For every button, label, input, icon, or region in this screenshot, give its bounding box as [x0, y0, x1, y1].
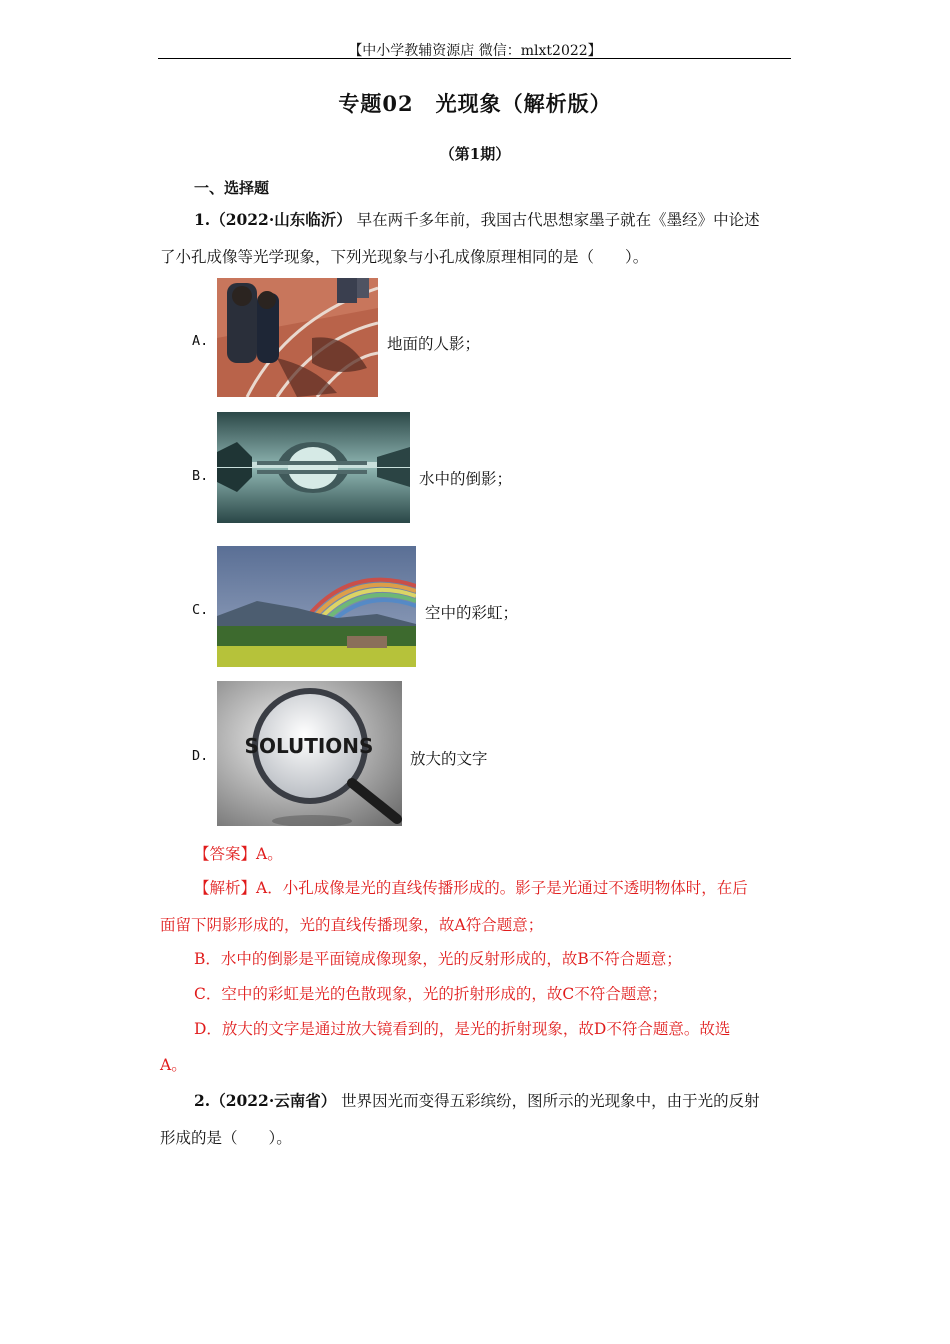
option-b-letter: B. [192, 468, 209, 484]
analysis-line-2: 面留下阴影形成的，光的直线传播现象，故A符合题意； [160, 916, 544, 934]
option-b-image [217, 412, 410, 523]
option-b-text: 水中的倒影； [419, 470, 513, 488]
magnified-word: SOLUTIONS [244, 734, 374, 758]
option-c-image [217, 546, 416, 667]
page-header: 【中小学教辅资源店 微信：mlxt2022】 [348, 43, 602, 59]
document-title: 专题02 光现象（解析版） [338, 91, 612, 116]
question-2-source: （2022·云南省） [210, 1091, 337, 1110]
question-2-line-2: 形成的是（ ）。 [160, 1129, 292, 1147]
option-a-text: 地面的人影； [387, 335, 481, 353]
analysis-line-6: A。 [160, 1056, 187, 1074]
option-c-text: 空中的彩虹； [425, 604, 519, 622]
option-d-letter: D. [192, 748, 209, 764]
section-heading: 一、选择题 [194, 179, 270, 197]
option-c-letter: C. [192, 602, 209, 618]
question-1-source: （2022·山东临沂） [210, 210, 352, 229]
analysis-line-3: B．水中的倒影是平面镜成像现象，光的反射形成的，故B不符合题意； [194, 950, 682, 968]
question-1-line-1 [194, 210, 760, 230]
question-1-line-2: 了小孔成像等光学现象，下列光现象与小孔成像原理相同的是（ ）。 [160, 248, 649, 266]
question-1-text: 早在两千多年前，我国古代思想家墨子就在《墨经》中论述 [356, 211, 760, 229]
analysis-line-1: 【解析】A．小孔成像是光的直线传播形成的。影子是光通过不透明物体时，在后 [194, 879, 748, 897]
option-a-letter: A. [192, 333, 209, 349]
option-d-text: 放大的文字 [410, 750, 488, 768]
option-a-image [217, 278, 378, 397]
question-2-number: 2. [194, 1091, 211, 1110]
answer-line: 【答案】A。 [194, 845, 283, 863]
header-divider [158, 58, 791, 59]
question-1-number: 1. [194, 210, 211, 229]
question-2-text: 世界因光而变得五彩缤纷，图所示的光现象中，由于光的反射 [341, 1092, 760, 1110]
analysis-line-5: D．放大的文字是通过放大镜看到的，是光的折射现象，故D不符合题意。故选 [194, 1020, 731, 1038]
analysis-line-4: C．空中的彩虹是光的色散现象，光的折射形成的，故C不符合题意； [194, 985, 668, 1003]
issue-number: （第1期） [439, 145, 511, 163]
question-2-line-1 [194, 1091, 760, 1111]
option-d-image [217, 681, 402, 826]
